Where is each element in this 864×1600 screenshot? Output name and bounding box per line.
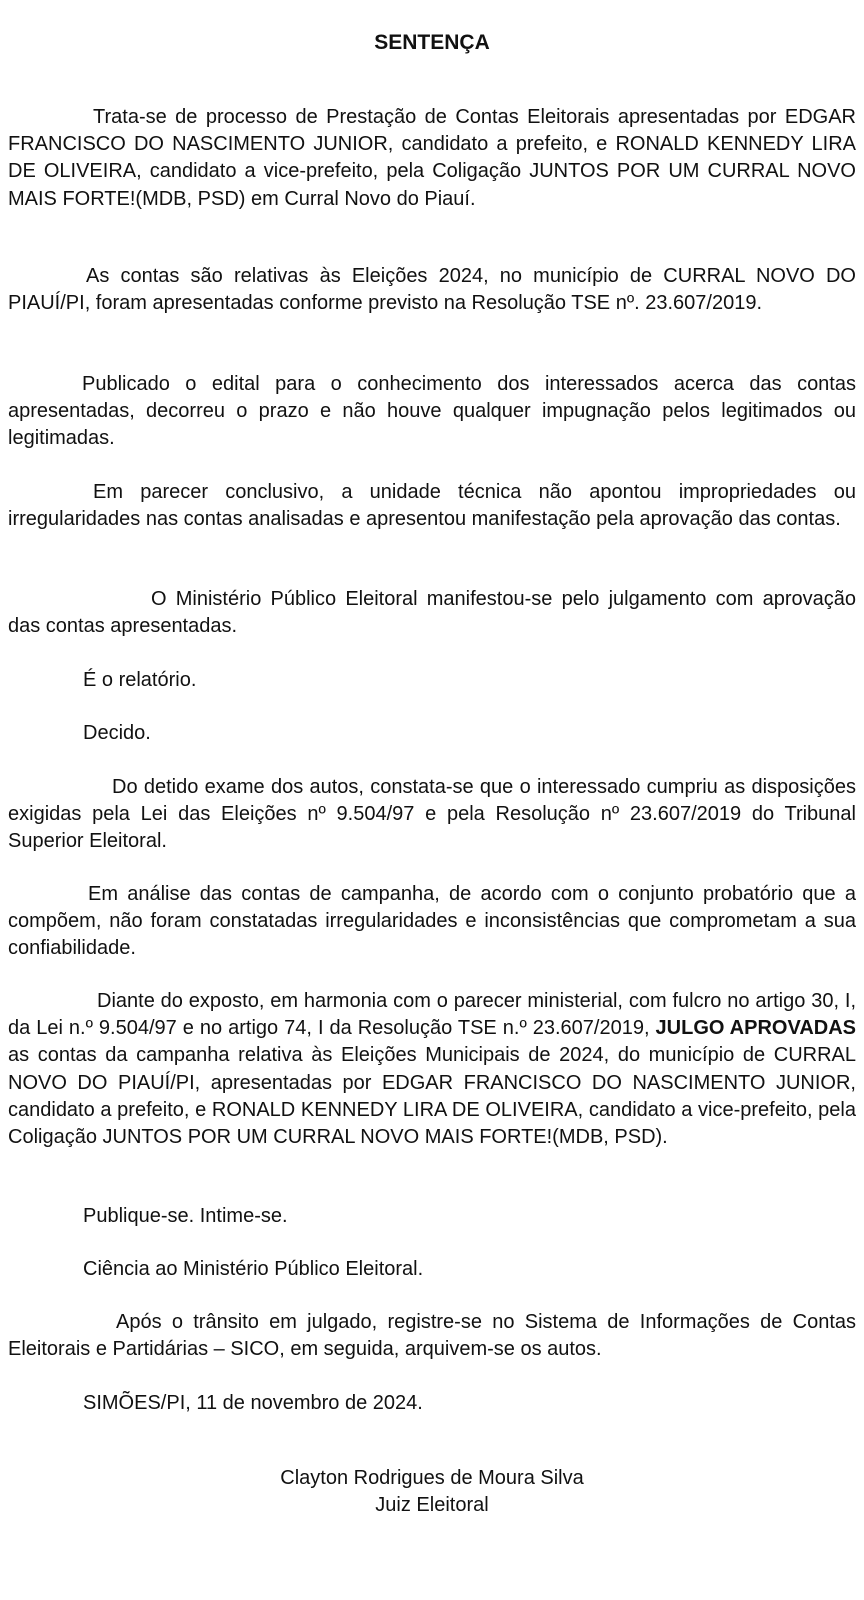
paragraph-10 [8,988,856,1151]
paragraph-6: É o relatório. [83,669,197,691]
paragraph-10-end: as contas da campanha relativa às Eleições Municipais de 2024, do município de CURRAL NOVO DO PIAUÍ/PI, apresentadas por EDGAR FRANCISCO DO NASCIMENTO JUNIOR, candidato a prefeito, e RONALD KENNEDY LIRA DE OLIVEIRA, candidato a vice-prefeito, pela Coligação JUNTOS POR UM CURRAL NOVO MAIS FORTE!(MDB, PSD). [8,1044,856,1149]
paragraph-11: Publique-se. Intime-se. [83,1205,288,1227]
signature-role: Juiz Eleitoral [375,1494,489,1516]
paragraph-3: Publicado o edital para o conhecimento dos interessados acerca das contas apresentadas, decorreu o prazo e não houve qualquer impugnação pelos legitimados ou legitimadas. [8,373,856,450]
paragraph-4: Em parecer conclusivo, a unidade técnica não apontou impropriedades ou irregularidades nas contas analisadas e apresentou manifestação pela aprovação das contas. [8,481,856,531]
paragraph-8: Do detido exame dos autos, constata-se que o interessado cumpriu as disposições exigidas pela Lei das Eleições nº 9.504/97 e pela Resolução nº 23.607/2019 do Tribunal Superior Eleitoral. [8,776,856,853]
judgment-bold: JULGO APROVADAS [655,1017,856,1040]
paragraph-10-start: Diante do exposto, em harmonia com o parecer ministerial, com fulcro no artigo 30, I, da Lei n.º 9.504/97 e no artigo 74, I da Resolução TSE n.º 23.607/2019, [8,990,856,1040]
date-location: SIMÕES/PI, 11 de novembro de 2024. [83,1392,423,1414]
document-title: SENTENÇA [374,31,490,54]
paragraph-12: Ciência ao Ministério Público Eleitoral. [83,1258,424,1280]
paragraph-2: As contas são relativas às Eleições 2024, no município de CURRAL NOVO DO PIAUÍ/PI, foram apresentadas conforme previsto na Resolução TSE nº. 23.607/2019. [8,265,856,315]
document-page [8,0,856,1516]
paragraph-9: Em análise das contas de campanha, de acordo com o conjunto probatório que a compõem, não foram constatadas irregularidades e inconsistências que comprometam a sua confiabilidade. [8,883,856,960]
paragraph-7: Decido. [83,722,151,744]
paragraph-13: Após o trânsito em julgado, registre-se no Sistema de Informações de Contas Eleitorais e Partidárias – SICO, em seguida, arquivem-se os autos. [8,1311,856,1361]
paragraph-1: Trata-se de processo de Prestação de Contas Eleitorais apresentadas por EDGAR FRANCISCO DO NASCIMENTO JUNIOR, candidato a prefeito, e RONALD KENNEDY LIRA DE OLIVEIRA, candidato a vice-prefeito, pela Coligação JUNTOS POR UM CURRAL NOVO MAIS FORTE!(MDB, PSD) em Curral Novo do Piauí. [8,106,856,210]
paragraph-5: O Ministério Público Eleitoral manifestou-se pelo julgamento com aprovação das contas apresentadas. [8,588,856,638]
signature-name: Clayton Rodrigues de Moura Silva [280,1467,584,1489]
